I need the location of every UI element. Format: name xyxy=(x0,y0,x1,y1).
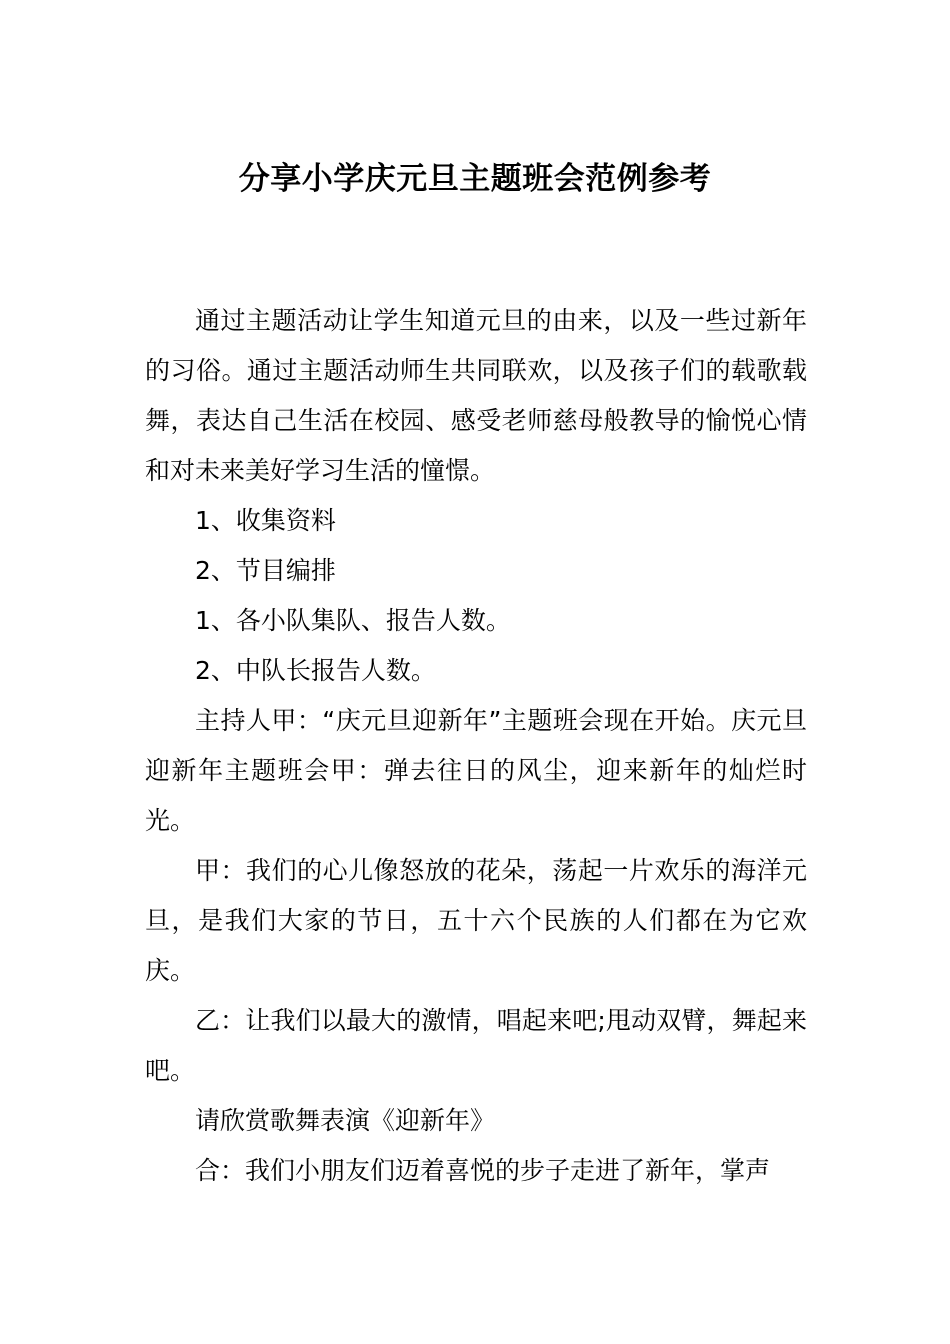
paragraph-performance: 请欣赏歌舞表演《迎新年》 xyxy=(195,1106,496,1135)
paragraph-step-collect: 1、收集资料 xyxy=(195,506,336,535)
paragraph-host-opening: 主持人甲：“庆元旦迎新年”主题班会现在开始。庆元旦迎新年主题班会甲：弹去往日的风尘，迎来新年的灿烂时光。 xyxy=(145,706,807,835)
paragraph-together: 合：我们小朋友们迈着喜悦的步子走进了新年，掌声 xyxy=(195,1156,771,1185)
paragraph-step-program: 2、节目编排 xyxy=(195,556,336,585)
paragraph-host-a: 甲：我们的心儿像怒放的花朵，荡起一片欢乐的海洋元旦，是我们大家的节日，五十六个民族的人们都在为它欢庆。 xyxy=(145,856,807,985)
document-title: 分享小学庆元旦主题班会范例参考 xyxy=(238,161,712,197)
paragraph-intro: 通过主题活动让学生知道元旦的由来，以及一些过新年的习俗。通过主题活动师生共同联欢，以及孩子们的载歌载舞，表达自己生活在校园、感受老师慈母般教导的愉悦心情和对未来美好学习生活的憧憬。 xyxy=(145,306,807,485)
document-body xyxy=(145,296,807,1196)
paragraph-step-report: 2、中队长报告人数。 xyxy=(195,656,436,685)
paragraph-host-b: 乙：让我们以最大的激情，唱起来吧;甩动双臂，舞起来吧。 xyxy=(145,1006,807,1085)
paragraph-step-assemble: 1、各小队集队、报告人数。 xyxy=(195,606,511,635)
